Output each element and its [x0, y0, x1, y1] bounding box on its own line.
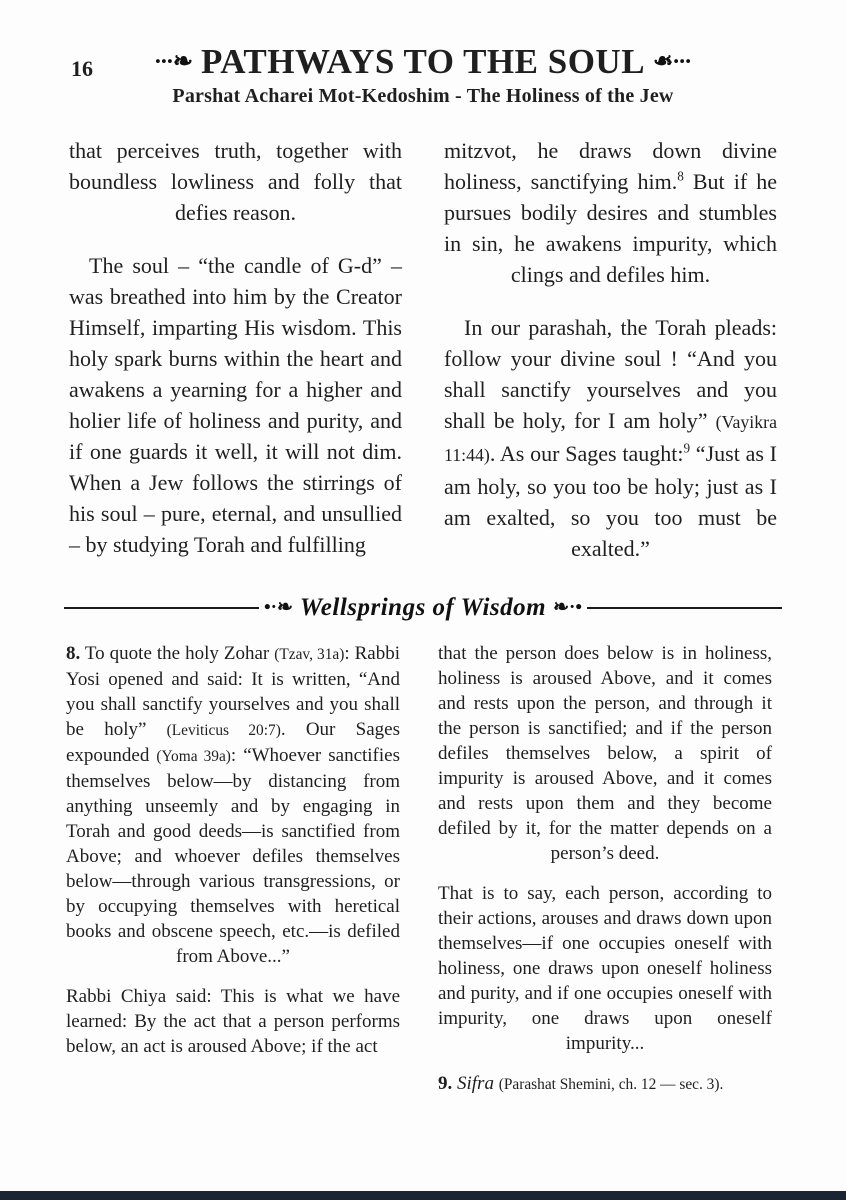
- flourish-right-icon: ❧·•: [553, 597, 583, 619]
- body-paragraph: [444, 135, 777, 290]
- divider-ornament-group: [259, 594, 587, 622]
- text-segment: 8.: [66, 642, 81, 664]
- body-paragraph: [69, 250, 402, 560]
- divider-rule-right: [587, 607, 782, 609]
- divider-title: Wellsprings of Wisdom: [299, 593, 547, 621]
- text-segment: 9: [683, 440, 691, 456]
- main-text-columns: [69, 135, 777, 564]
- text-segment: that perceives truth, together with boundless lowliness and folly that defies reason.: [69, 137, 402, 225]
- text-segment: (Yoma 39a): [156, 747, 231, 765]
- footnote-8-paragraph: [66, 641, 400, 969]
- text-segment: Sifra: [457, 1072, 494, 1094]
- footnotes-columns: [66, 641, 780, 1097]
- flourish-right-icon: ❧∙∙∙: [653, 48, 692, 75]
- text-segment: Rabbi Chiya said: This is what we have learned: By the act that a person performs below, an act is aroused Above; if the act: [66, 985, 400, 1057]
- text-segment: (Tzav, 31a): [274, 645, 345, 663]
- text-segment: To quote the holy Zohar: [80, 642, 275, 664]
- text-segment: But if he pursues bodily desires and stumbles in sin, he awakens impurity, which clings and defiles him.: [444, 168, 777, 287]
- main-left-column: [69, 135, 402, 564]
- bottom-edge-bar: [0, 1191, 846, 1200]
- page-header: [0, 0, 846, 108]
- body-paragraph: [444, 312, 777, 564]
- book-title: PATHWAYS TO THE SOUL: [200, 42, 646, 81]
- text-segment: (Vayikra 11:44): [444, 411, 777, 465]
- text-segment: mitzvot, he draws down divine holiness, sanctifying him.: [444, 137, 777, 194]
- footnote-8-paragraph: [438, 881, 772, 1056]
- text-segment: (Leviticus 20:7): [166, 721, 281, 739]
- text-segment: 9.: [438, 1072, 453, 1094]
- text-segment: 8: [677, 168, 684, 184]
- book-title-row: [0, 44, 846, 81]
- text-segment: That is to say, each person, according to their actions, arouses and draws down upon themselves—if one occupies oneself with holiness, one draws upon oneself holiness and purity, and if one occupies oneself with impurity, one draws upon oneself impurity...: [438, 882, 772, 1054]
- text-segment: . As our Sages taught:: [489, 440, 684, 466]
- footnote-9-paragraph: [438, 1071, 772, 1097]
- text-segment: In our parashah, the Torah pleads: follow your divine soul ! “And you shall sanctify yourselves and you shall be holy, for I am holy”: [444, 314, 777, 433]
- flourish-left-icon: •·❧: [263, 597, 293, 619]
- page-number: 16: [71, 56, 93, 81]
- footnotes-right-column: [438, 641, 772, 1097]
- footnote-8-paragraph: [438, 641, 772, 866]
- divider-rule-left: [64, 607, 259, 609]
- main-right-column: [444, 135, 777, 564]
- flourish-left-icon: ∙∙∙❧: [154, 48, 193, 75]
- text-segment: “Just as I am holy, so you too be holy; just as I am exalted, so you too must be exalted.”: [444, 440, 777, 561]
- text-segment: : Rabbi Yosi opened and said: It is written, “And you shall sanctify yourselves and you shall be holy”: [66, 642, 401, 740]
- text-segment: (Parashat Shemini, ch. 12 — sec. 3).: [498, 1075, 724, 1093]
- chapter-subtitle: Parshat Acharei Mot-Kedoshim - The Holiness of the Jew: [172, 84, 674, 107]
- footnote-8-paragraph: [66, 984, 400, 1059]
- text-segment: that the person does below is in holiness, holiness is aroused Above, and it comes and rests upon the person, and through it the person is sanctified; and if the person defiles themselves below, a spirit of impurity is aroused Above, and it comes and rests upon them and they become defiled by it, for the matter depends on a person’s deed.: [438, 642, 772, 864]
- text-segment: The soul – “the candle of G-d” – was breathed into him by the Creator Himself, imparting His wisdom. This holy spark burns within the heart and awakens a yearning for a higher and holier life of holiness and purity, and if one guards it well, it will not dim. When a Jew follows the stirrings of his soul – pure, eternal, and unsullied – by studying Torah and fulfilling: [69, 252, 402, 557]
- text-segment: . Our Sages expounded: [66, 718, 400, 766]
- text-segment: : “Whoever sanctifies themselves below—by distancing from anything unseemly and by engaging in Torah and good deeds—is sanctified from Above; and whoever defiles themselves below—through various transgressions, or by occupying themselves with heretical books and obscene speech, etc.—is defiled from Above...”: [66, 744, 400, 967]
- body-paragraph: [69, 135, 402, 228]
- footnotes-left-column: [66, 641, 400, 1097]
- section-divider: [64, 590, 782, 626]
